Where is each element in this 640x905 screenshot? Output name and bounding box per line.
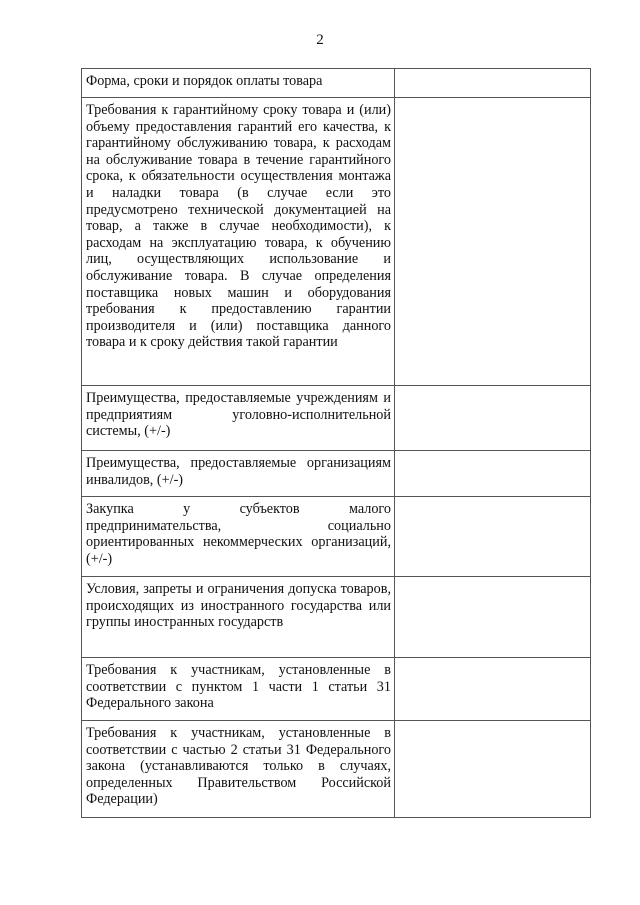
row-value-cell xyxy=(395,386,591,451)
table-row-small-business-procurement xyxy=(82,497,591,577)
row-label-cell xyxy=(82,577,395,658)
table-row-participant-requirements-part2 xyxy=(82,721,591,818)
row-value-cell xyxy=(395,451,591,497)
row-label-cell xyxy=(82,721,395,818)
row-label-cell xyxy=(82,98,395,386)
row-label-disabled-organizations-advantages: Преимущества, предоставляемые организациям инвалидов, (+/-) xyxy=(86,455,391,488)
table-row-participant-requirements-part1 xyxy=(82,658,591,721)
table-row-payment-terms xyxy=(82,69,591,98)
table-row-warranty-requirements xyxy=(82,98,591,386)
page-number: 2 xyxy=(316,32,324,48)
row-value-cell xyxy=(395,577,591,658)
requirements-table xyxy=(81,68,591,818)
row-label-cell xyxy=(82,386,395,451)
row-label-small-business-procurement: Закупка у субъектов малого предпринимательства, социально ориентированных некоммерческих организаций, (+/-) xyxy=(86,501,391,567)
row-label-participant-requirements-part1: Требования к участникам, установленные в соответствии с пунктом 1 части 1 статьи 31 Федерального закона xyxy=(86,662,391,712)
row-value-cell xyxy=(395,98,591,386)
row-label-cell xyxy=(82,451,395,497)
row-label-cell xyxy=(82,69,395,98)
table-row-foreign-goods-restrictions xyxy=(82,577,591,658)
row-label-payment-terms: Форма, сроки и порядок оплаты товара xyxy=(86,73,323,89)
row-value-cell xyxy=(395,658,591,721)
row-label-warranty-requirements: Требования к гарантийному сроку товара и (или) объему предоставления гарантий его качества, к гарантийному обслуживанию товара, к расходам на обслуживание товара в течение гарантийного срока, к обязательности осуществления монтажа и наладки товара (в случае если это предусмотрено технической документацией на товар, а также в случае необходимости), к расходам на эксплуатацию товара, к обучению лиц, осуществляющих использование и обслуживание товара. В случае определения поставщика новых машин и оборудования требования к предоставлению гарантии производителя и (или) поставщика данного товара и к сроку действия такой гарантии xyxy=(86,102,391,351)
table-row-penal-system-advantages xyxy=(82,386,591,451)
row-label-participant-requirements-part2: Требования к участникам, установленные в соответствии с частью 2 статьи 31 Федерального закона (устанавливаются только в случаях, определенных Правительством Российской Федерации) xyxy=(86,725,391,808)
row-label-cell xyxy=(82,497,395,577)
row-value-cell xyxy=(395,497,591,577)
row-value-cell xyxy=(395,69,591,98)
row-label-foreign-goods-restrictions: Условия, запреты и ограничения допуска товаров, происходящих из иностранного государства или группы иностранных государств xyxy=(86,581,391,631)
table-row-disabled-organizations-advantages xyxy=(82,451,591,497)
row-label-cell xyxy=(82,658,395,721)
row-value-cell xyxy=(395,721,591,818)
row-label-penal-system-advantages: Преимущества, предоставляемые учреждениям и предприятиям уголовно-исполнительной системы, (+/-) xyxy=(86,390,391,440)
